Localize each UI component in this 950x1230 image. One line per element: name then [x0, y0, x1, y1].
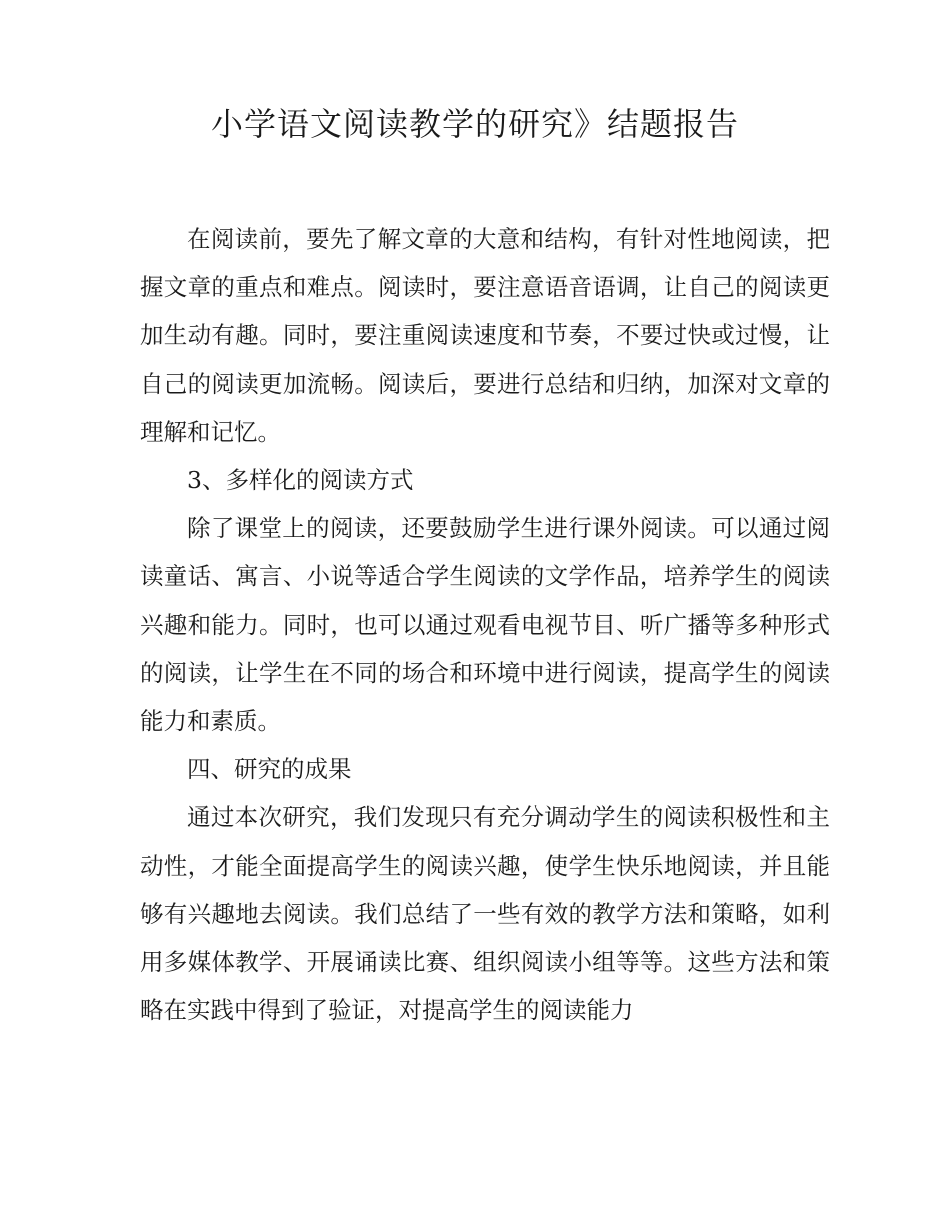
paragraph-reading-steps: 在阅读前，要先了解文章的大意和结构，有针对性地阅读，把握文章的重点和难点。阅读时，要注意语音语调，让自己的阅读更加生动有趣。同时，要注重阅读速度和节奏，不要过快或过慢，让自己的阅读更加流畅。阅读后，要进行总结和归纳，加深对文章的理解和记忆。 [140, 225, 830, 446]
paragraph-research-findings: 通过本次研究，我们发现只有充分调动学生的阅读积极性和主动性，才能全面提高学生的阅读兴趣，使学生快乐地阅读，并且能够有兴趣地去阅读。我们总结了一些有效的教学方法和策略，如利用多媒体教学、开展诵读比赛、组织阅读小组等等。这些方法和策略在实践中得到了验证，对提高学生的阅读能力 [140, 803, 830, 1025]
paragraph-extracurricular-reading: 除了课堂上的阅读，还要鼓励学生进行课外阅读。可以通过阅读童话、寓言、小说等适合学生阅读的文学作品，培养学生的阅读兴趣和能力。同时，也可以通过观看电视节目、听广播等多种形式的阅读，让学生在不同的场合和环境中进行阅读，提高学生的阅读能力和素质。 [140, 514, 830, 736]
section-heading-research-results: 四、研究的成果 [187, 755, 352, 784]
document-body [140, 215, 830, 1034]
document-title: 小学语文阅读教学的研究》结题报告 [210, 105, 739, 143]
section-heading-diverse-reading: 3、多样化的阅读方式 [187, 466, 414, 495]
